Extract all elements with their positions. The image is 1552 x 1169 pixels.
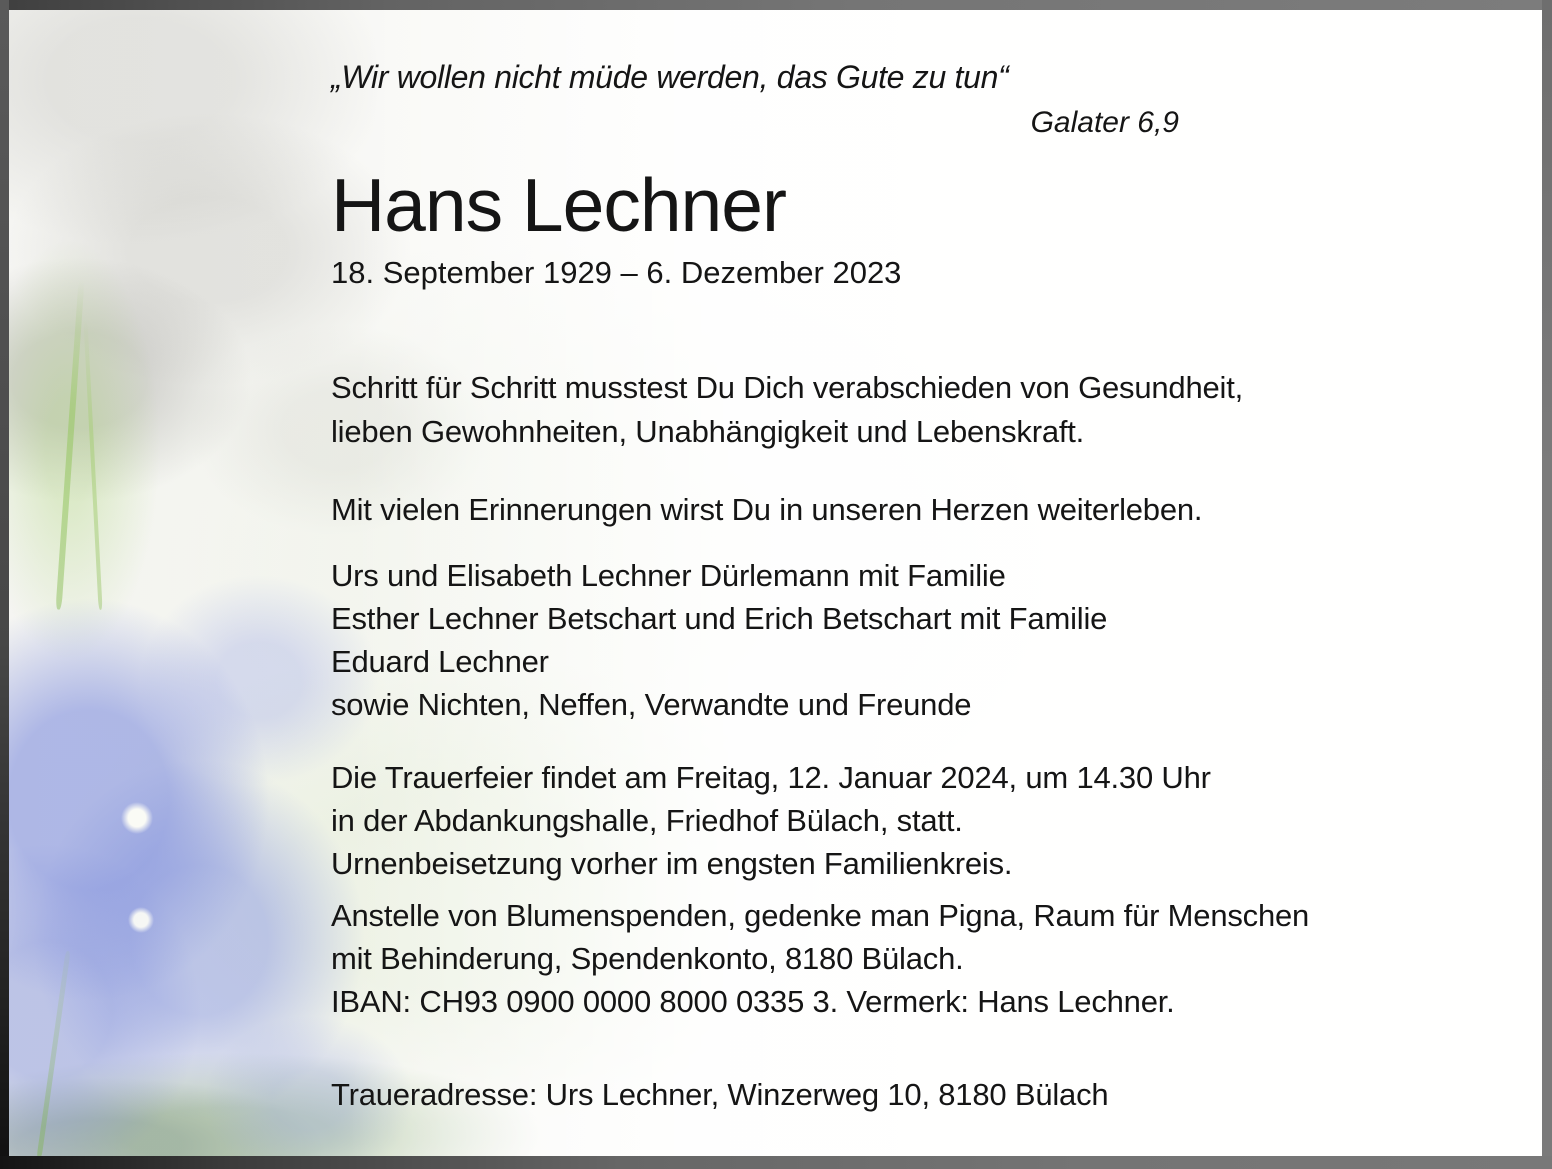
mourner-line-2: Esther Lechner Betschart und Erich Betschart mit Familie	[331, 601, 1108, 636]
service-line-1: Die Trauerfeier findet am Freitag, 12. Januar 2024, um 14.30 Uhr	[331, 760, 1211, 795]
donations-paragraph	[331, 894, 1471, 1023]
grass-blade	[36, 951, 70, 1160]
service-paragraph	[331, 756, 1471, 885]
grass-blade	[83, 320, 102, 610]
notice-text-column	[331, 0, 1471, 1117]
mourning-address: Traueradresse: Urs Lechner, Winzerweg 10, 8180 Bülach	[331, 1077, 1109, 1112]
mourner-line-3: Eduard Lechner	[331, 644, 549, 679]
service-line-2: in der Abdankungshalle, Friedhof Bülach, statt.	[331, 803, 963, 838]
deceased-name: Hans Lechner	[331, 163, 786, 247]
frame-border-right	[1542, 0, 1552, 1169]
mourners-list	[331, 554, 1471, 726]
farewell-line-1: Schritt für Schritt musstest Du Dich verabschieden von Gesundheit,	[331, 370, 1244, 405]
donations-line-2: mit Behinderung, Spendenkonto, 8180 Bülach.	[331, 941, 964, 976]
bible-quote-source: Galater 6,9	[1030, 106, 1179, 139]
donations-line-1: Anstelle von Blumenspenden, gedenke man Pigna, Raum für Menschen	[331, 898, 1310, 933]
mourner-line-1: Urs und Elisabeth Lechner Dürlemann mit Familie	[331, 558, 1006, 593]
farewell-line-2: lieben Gewohnheiten, Unabhängigkeit und Lebenskraft.	[331, 414, 1085, 449]
mourner-line-4: sowie Nichten, Neffen, Verwandte und Freunde	[331, 687, 972, 722]
life-dates: 18. September 1929 – 6. Dezember 2023	[331, 255, 902, 290]
memory-line: Mit vielen Erinnerungen wirst Du in unseren Herzen weiterleben.	[331, 492, 1203, 527]
grass-blade	[55, 280, 84, 610]
bible-quote: „Wir wollen nicht müde werden, das Gute zu tun“	[331, 59, 1009, 95]
frame-border-bottom	[0, 1156, 1552, 1169]
service-line-3: Urnenbeisetzung vorher im engsten Familienkreis.	[331, 846, 1013, 881]
frame-border-left	[0, 0, 9, 1169]
farewell-paragraph	[331, 366, 1471, 454]
donations-line-3: IBAN: CH93 0900 0000 8000 0335 3. Vermerk: Hans Lechner.	[331, 984, 1175, 1019]
